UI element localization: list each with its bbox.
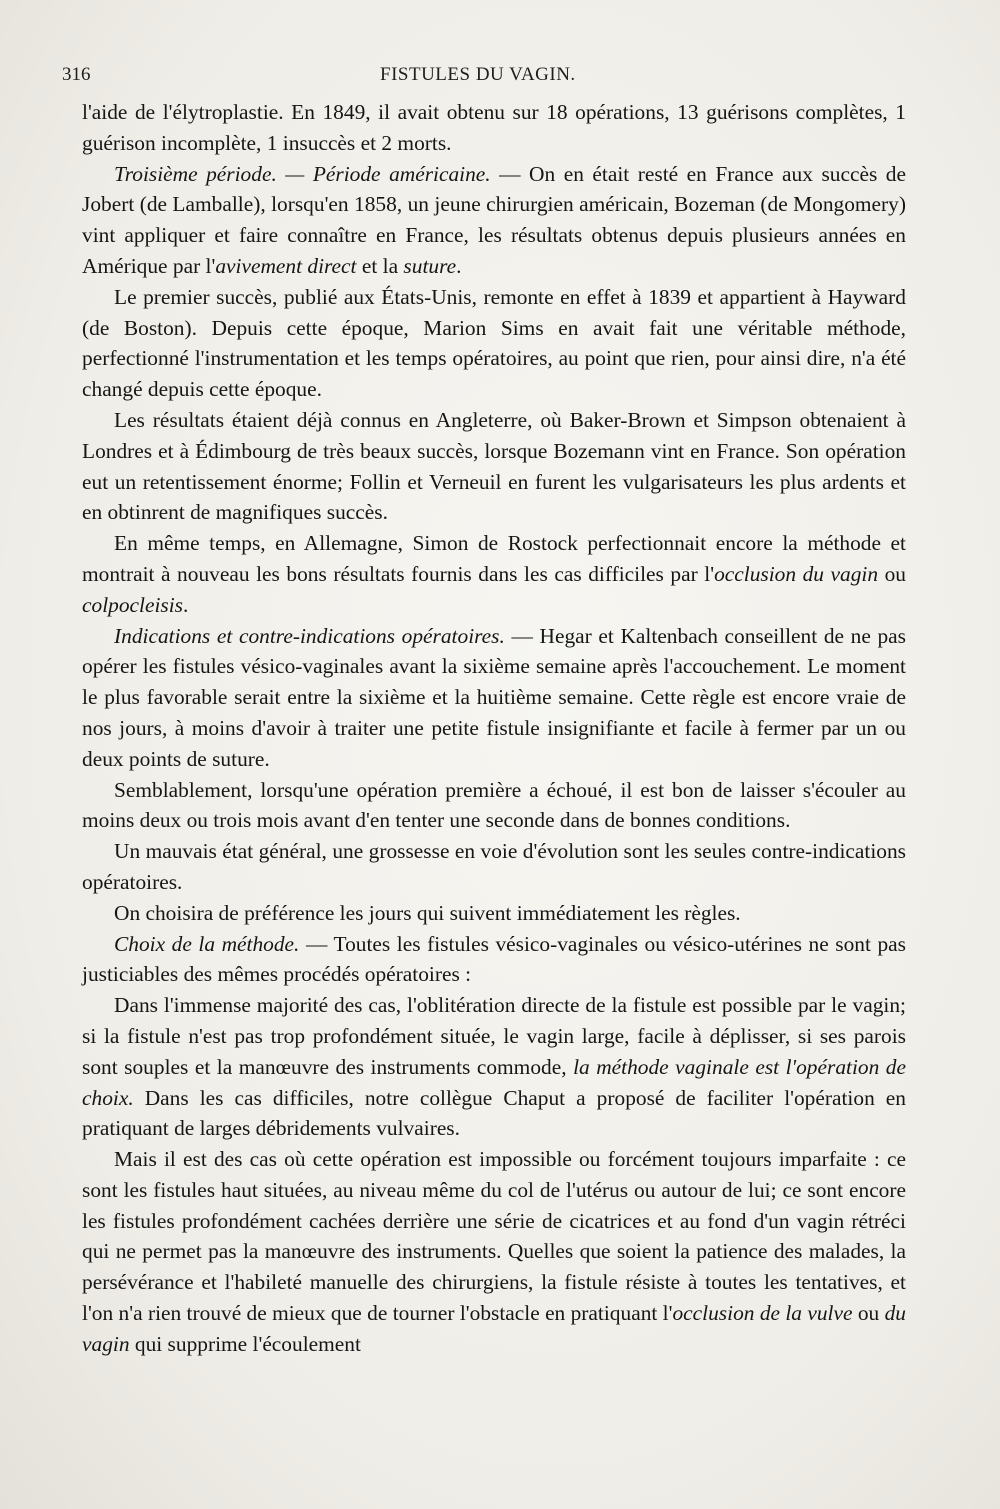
section-heading-troisieme-periode: Troisième période. — Période américaine. <box>114 161 491 186</box>
paragraph-4-italic-2: colpocleisis <box>82 592 183 617</box>
paragraph-7-text: Un mauvais état général, une grossesse en voie d'évolution sont les seules contre-indications opératoires. <box>82 839 906 894</box>
paragraph-9-text-a: — Toutes les fistules vésico-vaginales ou vésico-utérines ne sont pas justiciables des mêmes procédés opératoires : <box>82 931 907 987</box>
paragraph-10 <box>82 990 906 1144</box>
paragraph-8 <box>82 898 906 929</box>
paragraph-6-text: Semblablement, lorsqu'une opération première a échoué, il est bon de laisser s'écouler au moins deux ou trois mois avant d'en tenter une seconde dans de bonnes conditions. <box>82 777 906 833</box>
paragraph-4 <box>82 528 906 620</box>
paragraph-11 <box>82 1144 906 1360</box>
running-head <box>62 64 910 90</box>
paragraph-10-text-b: Dans les cas difficiles, notre collègue Chaput a proposé de faciliter l'opération en pratiquant de larges débridements vulvaires. <box>82 1085 906 1141</box>
paragraph-11-italic-2: du vagin <box>82 1301 906 1356</box>
paragraph-4-text-c: . <box>183 592 189 617</box>
paragraph-3-text: Les résultats étaient déjà connus en Angleterre, où Baker-Brown et Simpson obtenaient à Londres et à Édimbourg de très beaux succès, lorsque Bozemann vint en France. Son opération eut un retentissement énorme; Follin et Verneuil en furent les vulgarisateurs les plus ardents et en obtinrent de magnifiques succès. <box>82 407 906 525</box>
paragraph-8-text: On choisira de préférence les jours qui suivent immédiatement les règles. <box>114 900 741 925</box>
paragraph-0-text: l'aide de l'élytroplastie. En 1849, il avait obtenu sur 18 opérations, 13 guérisons complètes, 1 guérison incomplète, 1 insuccès et 2 morts. <box>82 100 906 155</box>
paragraph-11-text-c: qui supprime l'écoulement <box>129 1331 361 1356</box>
paragraph-1-text-a: — On en était resté en France aux succès de Jobert (de Lamballe), lorsqu'en 1858, un jeune chirurgien américain, Bozeman (de Mongomery) vint appliquer et faire connaître en France, les résultats obtenus depuis plusieurs années en Amérique par l' <box>82 161 906 278</box>
paragraph-3 <box>82 405 906 528</box>
running-title: FISTULES DU VAGIN. <box>380 64 576 85</box>
body-text <box>82 97 906 1360</box>
paragraph-9 <box>82 929 906 991</box>
paragraph-1-text-b: et la <box>356 253 404 278</box>
paragraph-6 <box>82 775 906 837</box>
paragraph-1-italic-1: avivement direct <box>215 253 357 278</box>
paragraph-4-text-a: En même temps, en Allemagne, Simon de Rostock perfectionnait encore la méthode et montrait à nouveau les bons résultats fournis dans les cas difficiles par l' <box>82 531 906 586</box>
paragraph-1 <box>82 159 906 282</box>
paragraph-10-italic-1: la méthode vaginale est l'opération de choix. <box>82 1054 906 1110</box>
paragraph-5-text-a: — Hegar et Kaltenbach conseillent de ne pas opérer les fistules vésico-vaginales avant la sixième semaine après l'accouchement. Le moment le plus favorable serait entre la sixième et la huitième semaine. Cette règle est encore vraie de nos jours, à moins d'avoir à traiter une petite fistule insignifiante et facile à fermer par un ou deux points de suture. <box>82 623 907 771</box>
paragraph-2 <box>82 282 906 405</box>
paragraph-2-text: Le premier succès, publié aux États-Unis, remonte en effet à 1839 et appartient à Hayward (de Boston). Depuis cette époque, Marion Sims en avait fait une véritable méthode, perfectionné l'instrumentation et les temps opératoires, au point que rien, pour ainsi dire, n'a été changé depuis cette époque. <box>82 284 906 402</box>
paragraph-5 <box>82 621 906 775</box>
paragraph-7 <box>82 836 906 898</box>
page-number: 316 <box>62 64 91 85</box>
paragraph-0 <box>82 97 906 159</box>
paragraph-4-italic-1: occlusion du vagin <box>714 561 879 586</box>
section-heading-choix-methode: Choix de la méthode. <box>114 931 300 956</box>
paragraph-10-text-a: Dans l'immense majorité des cas, l'oblitération directe de la fistule est possible par le vagin; si la fistule n'est pas trop profondément située, le vagin large, facile à déplisser, si ses parois sont souples et la manœuvre des instruments commode, <box>82 993 906 1079</box>
paragraph-4-text-b: ou <box>878 561 906 586</box>
paragraph-1-italic-2: suture <box>403 253 457 278</box>
paragraph-11-text-a: Mais il est des cas où cette opération est impossible ou forcément toujours imparfaite : ce sont les fistules haut situées, au niveau même du col de l'utérus ou autour de lui; ce sont encore les fistules profondément cachées derrière une série de cicatrices et au fond d'un vagin rétréci qui ne permet pas la manœuvre des instruments. Quelles que soient la patience des malades, la persévérance et l'habileté manuelle des chirurgiens, la fistule résiste à toutes les tentatives, et l'on n'a rien trouvé de mieux que de tourner l'obstacle en pratiquant l' <box>82 1147 906 1326</box>
paragraph-11-text-b: ou <box>852 1301 885 1326</box>
paragraph-1-text-c: . <box>456 253 462 278</box>
paragraph-11-italic-1: occlusion de la vulve <box>672 1301 853 1326</box>
section-heading-indications: Indications et contre-indications opératoires. <box>114 623 505 648</box>
